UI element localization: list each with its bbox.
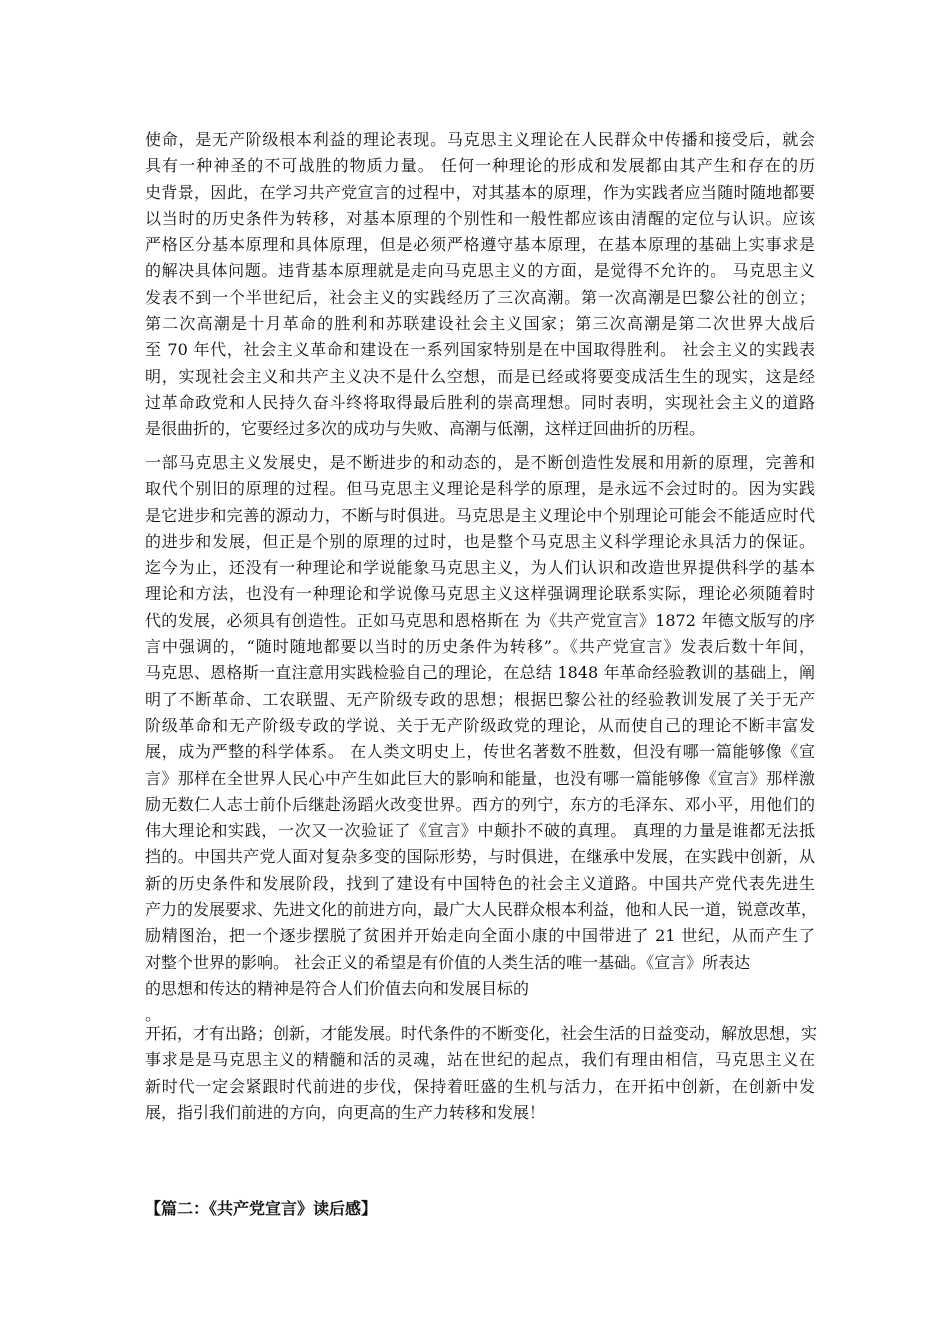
text-line: 言中强调的，“随时随地都要以当时的历史条件为转移”。《共产党宣言》发表后数十年间， (145, 637, 815, 657)
text-line: 是它进步和完善的源动力，不断与时俱进。马克思是主义理论中个别理论可能会不能适应时代 (145, 505, 815, 525)
text-line: 明，实现社会主义和共产主义决不是什么空想，而是已经或将要变成活生生的现实，这是经 (145, 366, 815, 386)
text-line: 的进步和发展，但正是个别的原理的过时，也是整个马克思主义科学理论永具活力的保证。 (145, 531, 815, 551)
text-line: 阶级革命和无产阶级专政的学说、关于无产阶级政党的理论，从而使自己的理论不断丰富发 (145, 715, 815, 735)
text-line: 展，成为严整的科学体系。 在人类文明史上，传世名著数不胜数，但没有哪一篇能够像《宣 (145, 742, 815, 762)
text-line: 具有一种神圣的不可战胜的物质力量。 任何一种理论的形成和发展都由其产生和存在的历 (145, 156, 815, 176)
text-line: 挡的。中国共产党人面对复杂多变的国际形势，与时俱进，在继承中发展，在实践中创新，从 (145, 847, 815, 867)
text-line: 使命，是无产阶级根本利益的理论表现。马克思主义理论在人民群众中传播和接受后，就会 (145, 130, 815, 149)
text-line: 开拓，才有出路；创新，才能发展。时代条件的不断变化，社会生活的日益变动，解放思想，实 (145, 1024, 818, 1043)
paragraph-2 (145, 450, 818, 1029)
text-line: 第二次高潮是十月革命的胜利和苏联建设社会主义国家；第三次高潮是第二次世界大战后 (145, 314, 815, 334)
text-line: 明了不断革命、工农联盟、无产阶级专政的思想；根据巴黎公社的经验教训发展了关于无产 (145, 689, 815, 709)
text-line: 励精图治，把一个逐步摆脱了贫困并开始走向全面小康的中国带进了 21 世纪，从而产生了 (145, 926, 815, 946)
paragraph-3 (145, 1021, 818, 1126)
text-line: 事求是是马克思主义的精髓和活的灵魂，站在世纪的起点，我们有理由相信，马克思主义在 (145, 1050, 815, 1070)
text-line: 代的发展，必须具有创造性。正如马克思和恩格斯在 为《共产党宣言》1872 年德文版写的序 (145, 610, 815, 630)
text-line: 取代个别旧的原理的过程。但马克思主义理论是科学的原理，是永远不会过时的。因为实践 (145, 479, 815, 499)
text-line: 理论和方法，也没有一种理论和学说像马克思主义这样强调理论联系实际，理论必须随着时 (145, 584, 815, 604)
text-line: 严格区分基本原理和具体原理，但是必须严格遵守基本原理，在基本原理的基础上实事求是 (145, 235, 815, 255)
text-line: 一部马克思主义发展史，是不断进步的和动态的，是不断创造性发展和用新的原理，完善和 (145, 453, 815, 472)
text-line: 新时代一定会紧跟时代前进的步伐，保持着旺盛的生机与活力，在开拓中创新，在创新中发 (145, 1076, 815, 1096)
text-line: 以当时的历史条件为转移，对基本原理的个别性和一般性都应该由清醒的定位与认识。应该 (145, 208, 815, 228)
paragraph-1 (145, 127, 815, 443)
text-line: 言》那样在全世界人民心中产生如此巨大的影响和能量，也没有哪一篇能够像《宣言》那样激 (145, 768, 815, 788)
text-line: 的思想和传达的精神是符合人们价值去向和发展目标的 (145, 978, 530, 998)
text-line: 史背景，因此，在学习共产党宣言的过程中，对其基本的原理，作为实践者应当随时随地都要 (145, 182, 815, 202)
text-line: 励无数仁人志士前仆后继赴汤蹈火改变世界。西方的列宁，东方的毛泽东、邓小平，用他们的 (145, 794, 815, 814)
text-line: 是很曲折的，它要经过多次的成功与失败、高潮与低潮，这样迂回曲折的历程。 (145, 419, 706, 439)
text-line: 伟大理论和实践，一次又一次验证了《宣言》中颠扑不破的真理。 真理的力量是谁都无法抵 (145, 821, 815, 841)
text-line: 发表不到一个半世纪后，社会主义的实践经历了三次高潮。第一次高潮是巴黎公社的创立； (145, 287, 815, 307)
text-line: 马克思、恩格斯一直注意用实践检验自己的理论，在总结 1848 年革命经验教训的基础上，阐 (145, 663, 815, 683)
text-line: 迄今为止，还没有一种理论和学说能象马克思主义，为人们认识和改造世界提供科学的基本 (145, 558, 815, 578)
text-line: 对整个世界的影响。 社会正义的希望是有价值的人类生活的唯一基础。《宣言》所表达 (145, 952, 751, 972)
text-line: 展，指引我们前进的方向，向更高的生产力转移和发展！ (145, 1102, 546, 1122)
text-line: 产力的发展要求、先进文化的前进方向，最广大人民群众根本利益，他和人民一道，锐意改革， (145, 900, 818, 920)
text-line: 。 (145, 1005, 162, 1025)
text-line: 过革命政党和人民持久奋斗终将取得最后胜利的崇高理想。同时表明，实现社会主义的道路 (145, 392, 815, 412)
section-heading: 【篇二：《共产党宣言》读后感】 (145, 1199, 378, 1218)
text-line: 的解决具体问题。违背基本原理就是走向马克思主义的方面，是觉得不允许的。 马克思主义 (145, 261, 815, 281)
text-line: 至 70 年代，社会主义革命和建设在一系列国家特别是在中国取得胜利。 社会主义的实践表 (145, 340, 815, 360)
text-line: 新的历史条件和发展阶段，找到了建设有中国特色的社会主义道路。中国共产党代表先进生 (145, 873, 815, 893)
